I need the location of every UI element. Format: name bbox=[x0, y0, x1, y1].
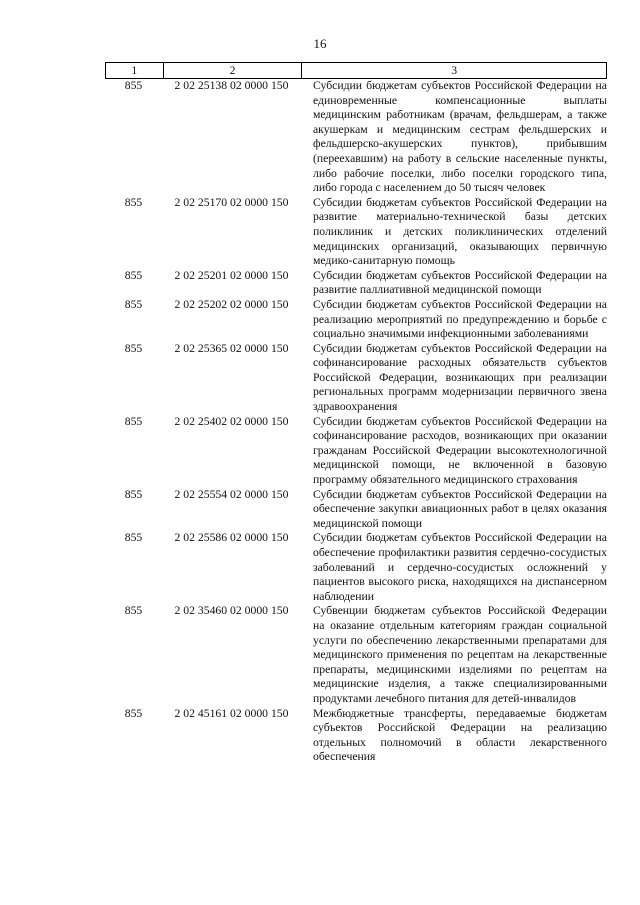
table-header-row bbox=[105, 62, 607, 79]
revenue-code-cell: 2 02 35460 02 0000 150 bbox=[174, 604, 289, 618]
revenue-name-cell: Субсидии бюджетам субъектов Российской Федерации на реализацию мероприятий по предупреждению и борьбе с социально значимыми инфекционными заболеваниями bbox=[313, 297, 607, 341]
revenue-name-cell: Субсидии бюджетам субъектов Российской Федерации на обеспечение профилактики развития сердечно-сосудистых заболеваний и сердечно-сосудистых осложнений у пациентов высокого риска, находящихся на диспансерном наблюдении bbox=[313, 531, 607, 603]
revenue-name-cell: Субсидии бюджетам субъектов Российской Федерации на развитие паллиативной медицинской помощи bbox=[313, 268, 607, 297]
page-number: 16 bbox=[313, 36, 327, 51]
revenue-code-cell: 2 02 25554 02 0000 150 bbox=[174, 487, 289, 501]
table-row bbox=[105, 415, 607, 488]
table-row bbox=[105, 604, 607, 706]
budget-classification-table bbox=[105, 62, 607, 765]
table-row bbox=[105, 707, 607, 765]
revenue-name-cell: Субсидии бюджетам субъектов Российской Федерации на софинансирование расходов, возникающих при оказании гражданам Российской Федерации высокотехнологичной медицинской помощи, не включенной в базовую программу обязательного медицинского страхования bbox=[313, 414, 607, 487]
admin-code-cell: 855 bbox=[124, 268, 143, 282]
revenue-code-cell: 2 02 45161 02 0000 150 bbox=[174, 706, 289, 720]
table-row bbox=[105, 79, 607, 196]
admin-code-cell: 855 bbox=[124, 79, 143, 92]
revenue-code-cell: 2 02 25201 02 0000 150 bbox=[174, 268, 289, 282]
table-row bbox=[105, 488, 607, 532]
admin-code-cell: 855 bbox=[124, 531, 143, 545]
table-row bbox=[105, 531, 607, 604]
admin-code-cell: 855 bbox=[124, 604, 143, 618]
revenue-name-cell: Субсидии бюджетам субъектов Российской Федерации на единовременные компенсационные выплаты медицинским работникам (врачам, фельдшерам, а также акушеркам и медицинским сестрам фельдшерских и фельдшерско-акушерских пунктов), прибывшим (переехавшим) на работу в сельские населенные пункты, либо рабочие поселки, либо поселки городского типа, либо города с населением до 50 тысяч человек bbox=[313, 79, 607, 195]
admin-code-cell: 855 bbox=[124, 341, 143, 355]
admin-code-cell: 855 bbox=[124, 195, 143, 209]
table-row bbox=[105, 196, 607, 269]
admin-code-cell: 855 bbox=[124, 297, 143, 311]
revenue-name-cell: Субсидии бюджетам субъектов Российской Федерации на софинансирование расходных обязательств субъектов Российской Федерации, возникающих при реализации региональных программ модернизации первичного звена здравоохранения bbox=[313, 341, 607, 414]
table-row bbox=[105, 342, 607, 415]
revenue-code-cell: 2 02 25402 02 0000 150 bbox=[174, 414, 289, 428]
table-row bbox=[105, 298, 607, 342]
revenue-code-cell: 2 02 25170 02 0000 150 bbox=[174, 195, 289, 209]
column-header-3: 3 bbox=[301, 63, 607, 78]
admin-code-cell: 855 bbox=[124, 706, 143, 720]
table-row bbox=[105, 269, 607, 298]
column-header-1: 1 bbox=[105, 63, 163, 78]
revenue-name-cell: Субсидии бюджетам субъектов Российской Федерации на обеспечение закупки авиационных работ в целях оказания медицинской помощи bbox=[313, 487, 607, 530]
admin-code-cell: 855 bbox=[124, 487, 143, 501]
revenue-name-cell: Субвенции бюджетам субъектов Российской Федерации на оказание отдельным категориям граждан социальной услуги по обеспечению лекарственными препаратами для медицинского применения по рецептам на лекарственные препараты, медицинскими изделиями по рецептам на медицинские изделия, а также специализированными продуктами лечебного питания для детей-инвалидов bbox=[313, 604, 607, 705]
revenue-code-cell: 2 02 25586 02 0000 150 bbox=[174, 531, 289, 545]
revenue-code-cell: 2 02 25138 02 0000 150 bbox=[174, 79, 289, 92]
revenue-code-cell: 2 02 25365 02 0000 150 bbox=[174, 341, 289, 355]
revenue-code-cell: 2 02 25202 02 0000 150 bbox=[174, 297, 289, 311]
revenue-name-cell: Межбюджетные трансферты, передаваемые бюджетам субъектов Российской Федерации на реализацию отдельных полномочий в области лекарственного обеспечения bbox=[313, 706, 607, 764]
revenue-name-cell: Субсидии бюджетам субъектов Российской Федерации на развитие материально-технической базы детских поликлиник и детских поликлинических отделений медицинских организаций, оказывающих первичную медико-санитарную помощь bbox=[313, 195, 607, 268]
admin-code-cell: 855 bbox=[124, 414, 143, 428]
column-header-2: 2 bbox=[163, 63, 302, 78]
